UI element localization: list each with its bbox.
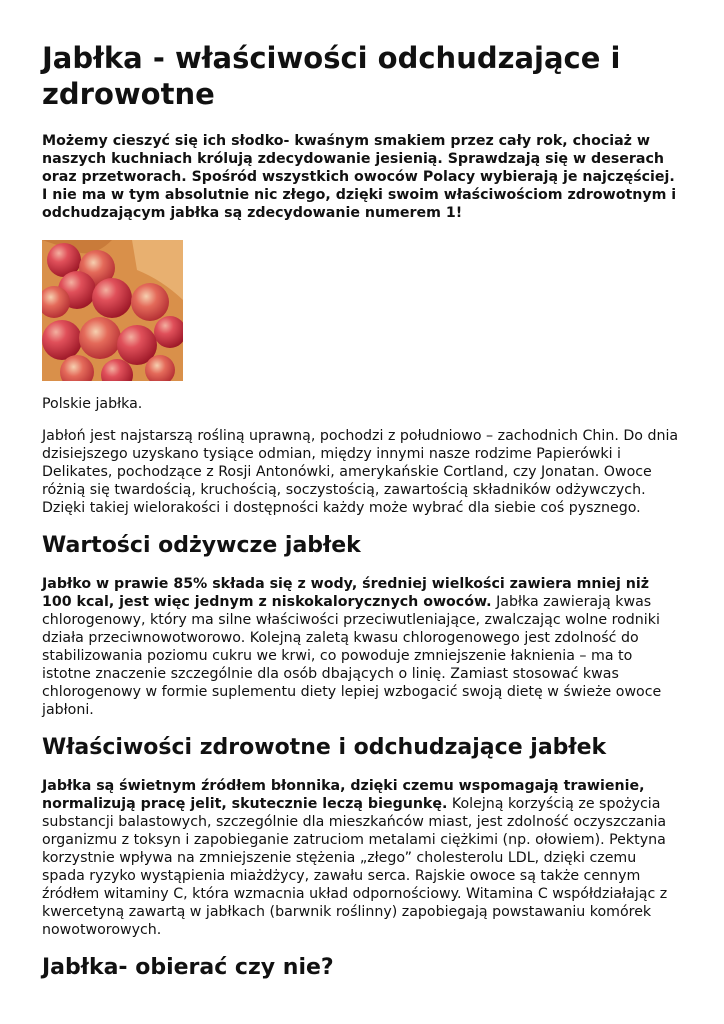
section-body-text: Kolejną korzyścią ze spożycia substancji balastowych, szczególnie dla mieszkańców miast, jest zdolność oczyszczania organizmu z toksyn i zapobieganie zatruciom metalami ciężkimi (np. ołowiem). Pektyna korzystnie wpływa na zmniejszenie stężenia „złego” cholesterolu LDL, dzięki czemu spada ryzyko wystąpienia miażdżycy, zawału serca. Rajskie owoce są także cennym źródłem witaminy C, która wzmacnia układ odpornościowy. Witamina C współdziałając z kwercetyną zawartą w jabłkach (barwnik roślinny) zapobiegają powstawaniu komórek nowotworowych. [42,796,668,938]
article [42,40,682,983]
section-heading-peel: Jabłka- obierać czy nie? [42,955,334,980]
section-heading-nutrition: Wartości odżywcze jabłek [42,533,361,558]
section-body-text: Jabłka zawierają kwas chlorogenowy, który ma silne właściwości przeciwutleniające, zwalczając wolne rodniki działa przeciwnowotworowo. Kolejną zaletą kwasu chlorogenowego jest zdolność do stabilizowania poziomu cukru we krwi, co powoduje zmniejszenie łaknienia – ma to istotne znaczenie szczególnie dla osób dbających o linię. Zamiast stosować kwas chlorogenowy w formie suplementu diety lepiej wzbogacić swoją dietę w świeże owoce jabłoni. [42,594,662,718]
article-lead: Możemy cieszyć się ich słodko- kwaśnym smakiem przez cały rok, chociaż w naszych kuchniach królują zdecydowanie jesienią. Sprawdzają się w deserach oraz przetworach. Spośród wszystkich owoców Polacy wybierają je najczęściej. I nie ma w tym absolutnie nic złego, dzięki swoim właściwościom zdrowotnym i odchudzającym jabłka są zdecydowanie numerem 1! [42,133,677,221]
apples-photo [42,240,183,381]
section-heading-health: Właściwości zdrowotne i odchudzające jabłek [42,735,607,760]
section-paragraph-nutrition [42,575,682,719]
intro-paragraph: Jabłoń jest najstarszą rośliną uprawną, pochodzi z południowo – zachodnich Chin. Do dnia dzisiejszego uzyskano tysiące odmian, między innymi nasze rodzime Papierówki i Delikates, pochodzące z Rosji Antonówki, amerykańskie Cortland, czy Jonatan. Owoce różnią się twardością, kruchością, soczystością, zawartością składników odżywczych. Dzięki takiej wielorakości i dostępności każdy może wybrać dla siebie coś pysznego. [42,428,679,516]
apples-illustration [42,240,183,381]
section-bold-text: Jabłka są świetnym źródłem błonnika, dzięki czemu wspomagają trawienie, normalizują pracę jelit, skutecznie leczą biegunkę. [42,778,645,812]
article-title: Jabłka - właściwości odchudzające i zdrowotne [42,41,621,111]
section-paragraph-health [42,777,682,939]
section-bold-text: Jabłko w prawie 85% składa się z wody, średniej wielkości zawiera mniej niż 100 kcal, jest więc jednym z niskokalorycznych owoców. [42,576,649,610]
photo-caption: Polskie jabłka. [42,396,143,412]
